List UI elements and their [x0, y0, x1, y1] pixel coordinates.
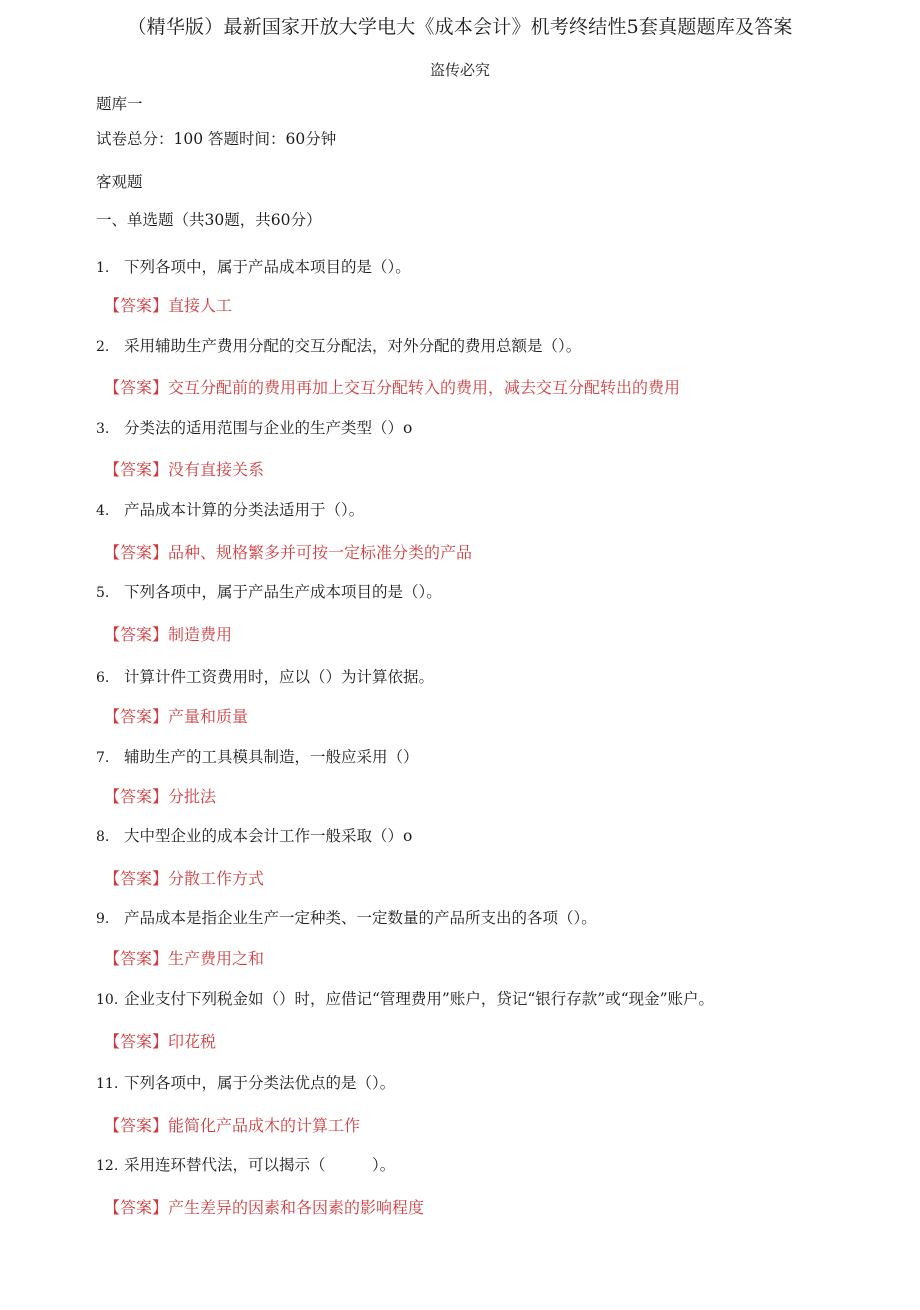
question-item — [96, 334, 581, 356]
document-subtitle: 盗传必究 — [429, 61, 490, 79]
question-text: 产品成本是指企业生产一定种类、一定数量的产品所支出的各项（）。 — [124, 909, 597, 927]
question-text: 企业支付下列税金如（）时，应借记“管理费用”账户，贷记“银行存款”或“现金”账户。 — [124, 990, 715, 1008]
question-number: 12. — [96, 1158, 119, 1174]
question-number: 6. — [96, 670, 110, 686]
question-item — [96, 745, 419, 767]
answer-text: 没有直接关系 — [168, 460, 265, 479]
question-number: 5. — [96, 585, 110, 601]
answer-text: 印花税 — [168, 1032, 217, 1051]
answer-text: 制造费用 — [168, 625, 233, 644]
answer-item — [104, 784, 216, 807]
answer-item — [104, 1195, 424, 1218]
question-item — [96, 416, 412, 438]
answer-item — [104, 866, 264, 889]
answer-item — [104, 704, 248, 727]
answer-item — [104, 622, 232, 645]
question-item — [96, 580, 442, 602]
question-number: 2. — [96, 339, 110, 355]
question-text: 计算计件工资费用时，应以（）为计算依据。 — [124, 668, 435, 686]
answer-tag: 【答案】 — [104, 378, 169, 397]
answer-text: 生产费用之和 — [168, 949, 265, 968]
answer-item — [104, 293, 232, 316]
answer-item — [104, 375, 680, 398]
question-item — [96, 498, 364, 520]
question-number: 4. — [96, 503, 110, 519]
question-number: 1. — [96, 260, 110, 276]
answer-text: 分批法 — [168, 787, 217, 806]
document-title: （精华版）最新国家开放大学电大《成本会计》机考终结性5套真题题库及答案 — [127, 16, 793, 38]
answer-tag: 【答案】 — [104, 296, 169, 315]
answer-text: 产生差异的因素和各因素的影响程度 — [168, 1198, 425, 1217]
question-text: 下列各项中，属于产品成本项目的是（）。 — [124, 258, 411, 276]
question-item — [96, 1071, 395, 1093]
question-number: 9. — [96, 911, 110, 927]
answer-tag: 【答案】 — [104, 1116, 169, 1135]
question-number: 11. — [96, 1076, 119, 1092]
answer-text: 品种、规格繁多并可按一定标准分类的产品 — [168, 543, 473, 562]
answer-tag: 【答案】 — [104, 543, 169, 562]
question-number: 7. — [96, 750, 110, 766]
question-text: 下列各项中，属于产品生产成本项目的是（）。 — [124, 583, 442, 601]
answer-tag: 【答案】 — [104, 869, 169, 888]
answer-item — [104, 457, 264, 480]
answer-item — [104, 540, 472, 563]
question-number: 3. — [96, 421, 110, 437]
question-item — [96, 824, 412, 846]
answer-tag: 【答案】 — [104, 1198, 169, 1217]
answer-text: 能简化产品成木的计算工作 — [168, 1116, 361, 1135]
question-item — [96, 906, 597, 928]
exam-info: 试卷总分：100 答题时间：60分钟 — [96, 130, 337, 148]
answer-item — [104, 946, 264, 969]
answer-tag: 【答案】 — [104, 949, 169, 968]
question-number: 10. — [96, 992, 119, 1008]
question-text: 采用连环替代法，可以揭示（ ）。 — [124, 1156, 396, 1174]
question-number: 8. — [96, 829, 110, 845]
question-text: 辅助生产的工具模具制造，一般应采用（） — [124, 748, 419, 766]
question-text: 产品成本计算的分类法适用于（）。 — [124, 501, 365, 519]
answer-tag: 【答案】 — [104, 625, 169, 644]
answer-text: 直接人工 — [168, 296, 233, 315]
question-item — [96, 255, 411, 277]
bank-label: 题库一 — [96, 95, 143, 113]
answer-text: 产量和质量 — [168, 707, 249, 726]
answer-tag: 【答案】 — [104, 1032, 169, 1051]
question-text: 分类法的适用范围与企业的生产类型（）o — [124, 419, 413, 437]
question-item — [96, 665, 434, 687]
question-item — [96, 1153, 395, 1175]
answer-tag: 【答案】 — [104, 460, 169, 479]
answer-tag: 【答案】 — [104, 707, 169, 726]
question-item — [96, 987, 714, 1009]
question-text: 采用辅助生产费用分配的交互分配法，对外分配的费用总额是（）。 — [124, 337, 582, 355]
section-type: 客观题 — [96, 173, 143, 191]
section-heading: 一、单选题（共30题，共60分） — [96, 211, 322, 229]
answer-text: 分散工作方式 — [168, 869, 265, 888]
question-text: 下列各项中，属于分类法优点的是（）。 — [124, 1074, 396, 1092]
answer-item — [104, 1029, 216, 1052]
answer-text: 交互分配前的费用再加上交互分配转入的费用，减去交互分配转出的费用 — [168, 378, 681, 397]
question-text: 大中型企业的成本会计工作一般采取（）o — [124, 827, 413, 845]
answer-item — [104, 1113, 360, 1136]
answer-tag: 【答案】 — [104, 787, 169, 806]
